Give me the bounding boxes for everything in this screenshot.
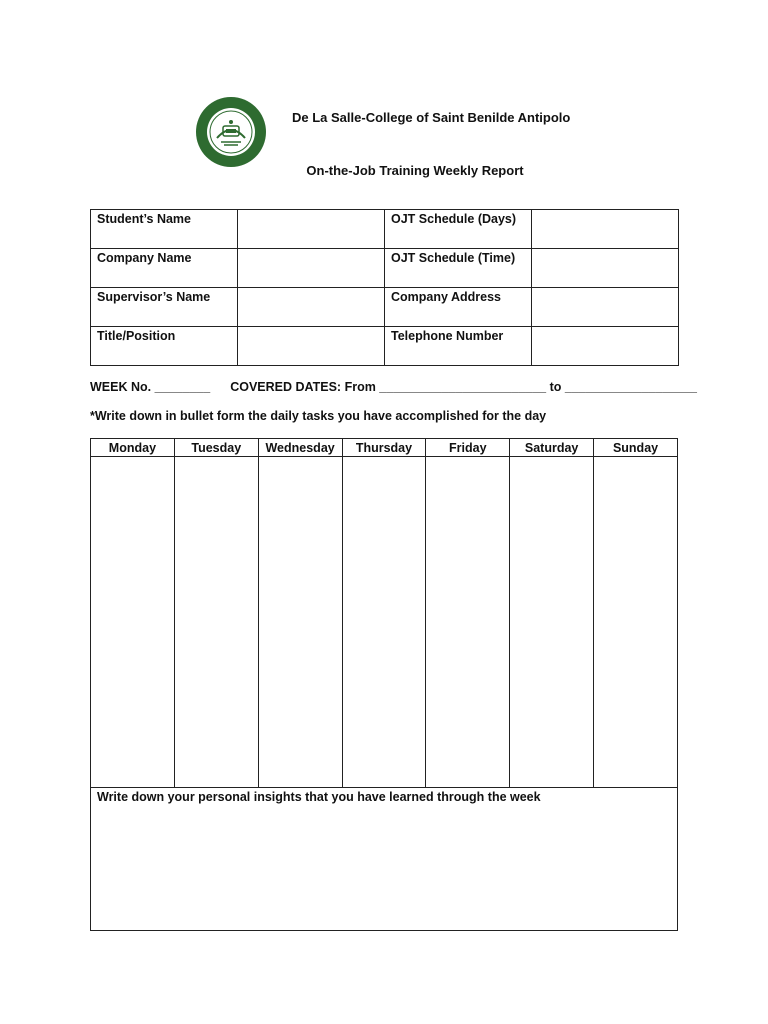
ojt-schedule-days-label: OJT Schedule (Days)	[385, 210, 532, 249]
school-name: De La Salle-College of Saint Benilde Antipolo	[292, 110, 571, 125]
days-header-row	[91, 439, 678, 457]
title-position-field[interactable]	[238, 327, 385, 366]
ojt-schedule-days-field[interactable]	[532, 210, 679, 249]
info-row	[91, 249, 679, 288]
company-name-field[interactable]	[238, 249, 385, 288]
thursday-tasks-field[interactable]	[342, 457, 426, 788]
wednesday-tasks-field[interactable]	[258, 457, 342, 788]
supervisors-name-label: Supervisor’s Name	[91, 288, 238, 327]
weekly-insights-prompt: Write down your personal insights that you have learned through the week	[97, 790, 541, 804]
info-row	[91, 288, 679, 327]
day-header-sunday: Sunday	[594, 439, 678, 457]
students-name-field[interactable]	[238, 210, 385, 249]
ojt-schedule-time-field[interactable]	[532, 249, 679, 288]
company-address-field[interactable]	[532, 288, 679, 327]
week-dates-line	[90, 380, 697, 394]
friday-tasks-field[interactable]	[426, 457, 510, 788]
day-header-saturday: Saturday	[510, 439, 594, 457]
student-info-table	[90, 209, 679, 366]
info-row	[91, 327, 679, 366]
daily-tasks-instruction: *Write down in bullet form the daily tasks you have accomplished for the day	[90, 409, 547, 423]
day-header-thursday: Thursday	[342, 439, 426, 457]
telephone-number-label: Telephone Number	[385, 327, 532, 366]
ojt-schedule-time-label: OJT Schedule (Time)	[385, 249, 532, 288]
sunday-tasks-field[interactable]	[594, 457, 678, 788]
day-header-monday: Monday	[91, 439, 175, 457]
info-row	[91, 210, 679, 249]
daily-tasks-table	[90, 438, 678, 931]
day-header-friday: Friday	[426, 439, 510, 457]
company-address-label: Company Address	[385, 288, 532, 327]
school-seal-logo	[195, 96, 267, 168]
company-name-label: Company Name	[91, 249, 238, 288]
telephone-number-field[interactable]	[532, 327, 679, 366]
day-header-wednesday: Wednesday	[258, 439, 342, 457]
title-position-label: Title/Position	[91, 327, 238, 366]
insights-row	[91, 788, 678, 931]
report-title: On-the-Job Training Weekly Report	[306, 163, 524, 178]
students-name-label: Student’s Name	[91, 210, 238, 249]
week-number-label: WEEK No. ________	[90, 380, 211, 394]
covered-dates-label: COVERED DATES: From ________________________ to ___________________	[230, 380, 697, 394]
tuesday-tasks-field[interactable]	[174, 457, 258, 788]
monday-tasks-field[interactable]	[91, 457, 175, 788]
days-task-row	[91, 457, 678, 788]
supervisors-name-field[interactable]	[238, 288, 385, 327]
saturday-tasks-field[interactable]	[510, 457, 594, 788]
day-header-tuesday: Tuesday	[174, 439, 258, 457]
weekly-insights-field[interactable]	[91, 788, 678, 931]
